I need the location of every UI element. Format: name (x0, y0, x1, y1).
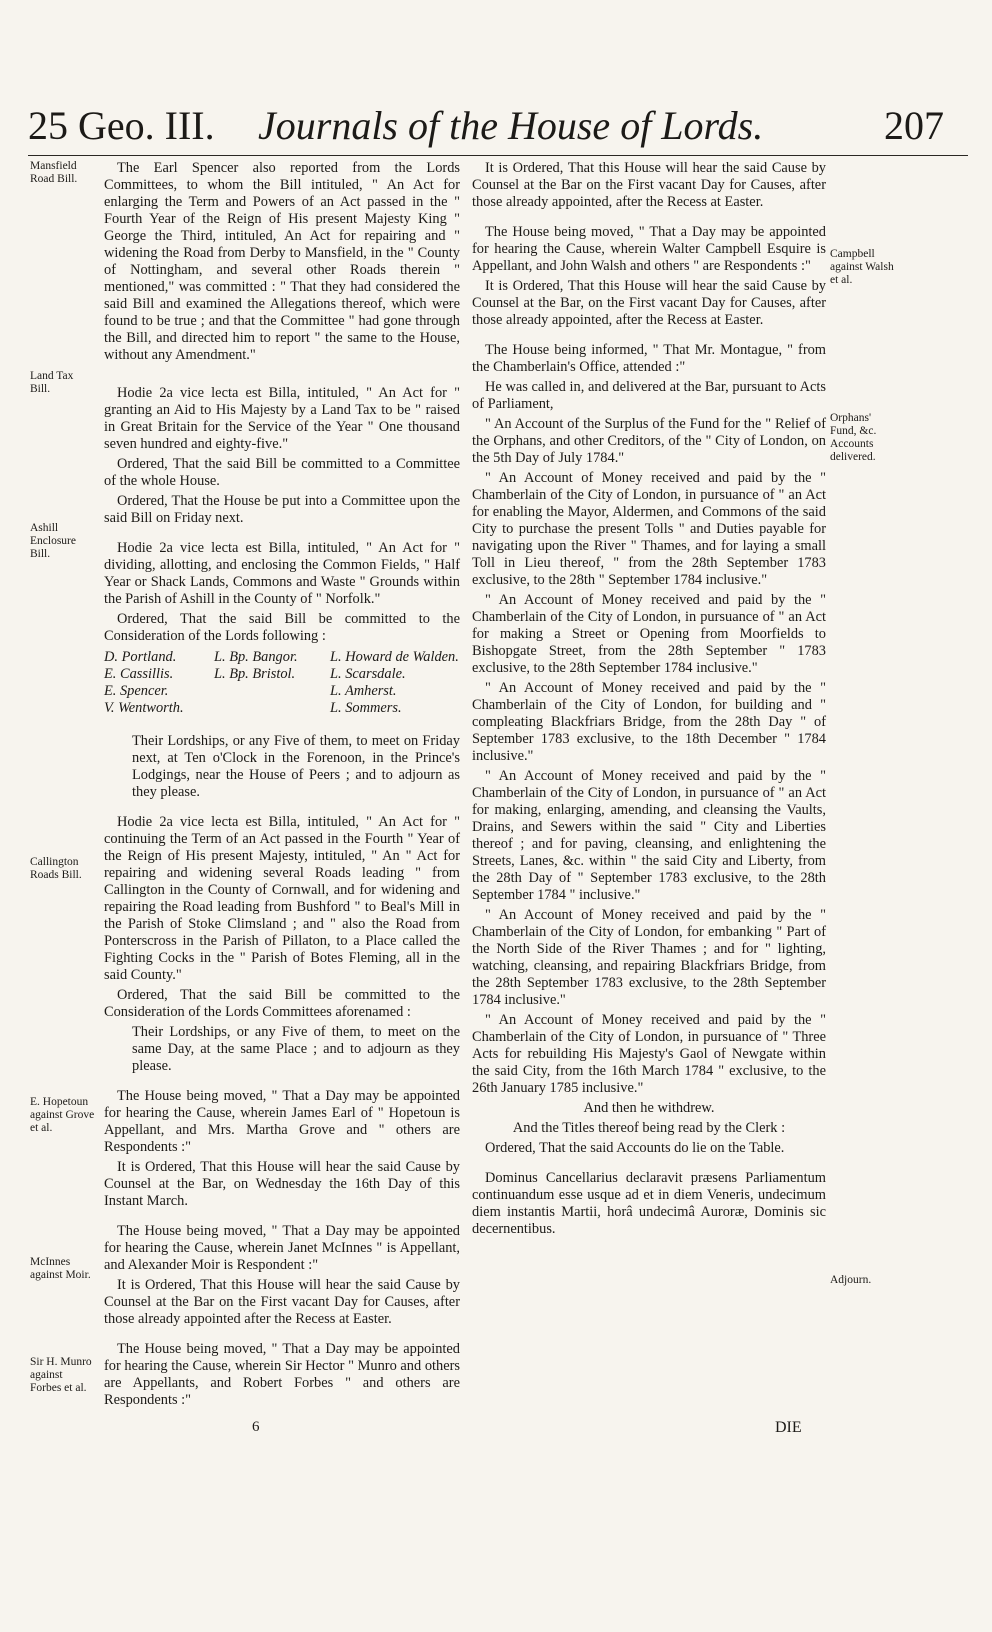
margin-note-orphans: Orphans' Fund, &c. Accounts delivered. (830, 412, 877, 463)
running-head-regnal-year: 25 Geo. III. (28, 103, 215, 148)
hopetoun-order: It is Ordered, That this House will hear the said Cause by Counsel at the Bar, on Wednesday the 16th Day of this Instant March. (104, 1159, 460, 1209)
margin-note-callington: Callington Roads Bill. (30, 856, 82, 881)
lord-name: E. Cassillis. (104, 666, 174, 682)
running-head-title: Journals of the House of Lords. (258, 103, 764, 148)
mcinnes-order: It is Ordered, That this House will hear the said Cause by Counsel at the Bar on the First vacant Day for Causes, after those already appointed after the Recess at Easter. (104, 1277, 460, 1327)
land-tax-committed: Ordered, That the said Bill be committed to a Committee of the whole House. (104, 456, 460, 489)
lord-name: E. Spencer. (104, 683, 169, 699)
right-column (472, 160, 826, 1241)
lords-column-2 (214, 649, 324, 683)
lord-name: L. Bp. Bangor. (214, 649, 298, 665)
lord-name: L. Sommers. (330, 700, 402, 716)
account-thames-tolls: " An Account of Money received and paid by the " Chamberlain of the City of London, in pursuance of " an Act for enabling the Mayor, Aldermen, and Commons of the said City to purchase the present Tolls " and Duties payable for navigating upon the River " Thames, and for laying a small Toll in Lieu thereof, " from the 28th September 1783 exclusive, to the 28th " September 1784 inclusive." (472, 470, 826, 588)
margin-note-adjourn: Adjourn. (830, 1274, 872, 1286)
margin-note-campbell: Campbell against Walsh et al. (830, 248, 894, 286)
adjournment-latin: Dominus Cancellarius declaravit præsens Parliamentum continuandum esse usque ad et in diem Veneris, undecimum diem instantis Martii, horâ undecimâ Auroræ, Dominis sic decernentibus. (472, 1170, 826, 1237)
ashill-second-reading: Hodie 2a vice lecta est Billa, intituled, " An Act for " dividing, allotting, and enclosing the Common Fields, " Half Year or Shack Lands, Commons and Waste " Grounds within the Parish of Ashill in the County of " Norfolk." (104, 540, 460, 607)
callington-meeting: Their Lordships, or any Five of them, to meet on the same Day, at the same Place ; and to adjourn as they please. (132, 1024, 460, 1074)
margin-note-mansfield: Mansfield Road Bill. (30, 160, 78, 185)
titles-read: And the Titles thereof being read by the Clerk : (512, 1120, 786, 1136)
callington-committed: Ordered, That the said Bill be committed to the Consideration of the Lords Committees aforenamed : (104, 987, 460, 1020)
lord-name: V. Wentworth. (104, 700, 184, 716)
ashill-meeting: Their Lordships, or any Five of them, to meet on Friday next, at Ten o'Clock in the Forenoon, in the Prince's Lodgings, near the House of Peers ; and to adjourn as they please. (132, 733, 460, 800)
lord-name: L. Howard de Walden. (330, 649, 459, 665)
mcinnes-motion: The House being moved, " That a Day may be appointed for hearing the Cause, wherein Janet McInnes " is Appellant, and Alexander Moir is Respondent :" (104, 1223, 460, 1273)
land-tax-committee-day: Ordered, That the House be put into a Committee upon the said Bill on Friday next. (104, 493, 460, 526)
margin-note-hopetoun: E. Hopetoun against Grove et al. (30, 1096, 95, 1134)
lord-name: D. Portland. (104, 649, 177, 665)
header-rule (28, 155, 968, 156)
page-number: 207 (884, 103, 944, 148)
ashill-committed: Ordered, That the said Bill be committed to the Consideration of the Lords following : (104, 611, 460, 644)
chamberlain-informed: The House being informed, " That Mr. Montague, " from the Chamberlain's Office, attended :" (472, 342, 826, 375)
committee-lords-list (104, 649, 460, 727)
account-vaults-drains: " An Account of Money received and paid by the " Chamberlain of the City of London, in pursuance of " an Act for making, enlarging, amending, and cleansing the Vaults, Drains, and Sewers within the said " City and Liberties thereof ; and for paving, cleansing, and enlightening the Streets, Lanes, &c. within " the said City and Liberty, from the 28th Day of " September 1783 exclusive, to the 28th September 1784 " inclusive." (472, 768, 826, 903)
hopetoun-motion: The House being moved, " That a Day may be appointed for hearing the Cause, wherein James Earl of " Hopetoun is Appellant, and Mrs. Martha Grove and " others are Respondents :" (104, 1088, 460, 1155)
margin-note-land-tax: Land Tax Bill. (30, 370, 74, 395)
margin-note-ashill: Ashill Enclosure Bill. (30, 522, 76, 560)
left-column (104, 160, 460, 1412)
mansfield-report: The Earl Spencer also reported from the Lords Committees, to whom the Bill intituled, " An Act for enlarging the Term and Powers of an Act passed in the " Fourth Year of the Reign of His present Majesty King " George the Third, intituled, An Act for repairing and " widening the Road from Derby to Mansfield, in the " County of Nottingham, and several other Roads therein " mentioned," was committed : " That they had considered the said Bill and examined the Allegations thereof, which were found to be true ; and that the Committee " had gone through the Bill, and directed him to report " the same to the House, without any Amendment." (104, 160, 460, 363)
accounts-lie-on-table: Ordered, That the said Accounts do lie on the Table. (485, 1140, 785, 1156)
withdrew: And then he withdrew. (583, 1100, 715, 1116)
account-blackfriars-bridge: " An Account of Money received and paid by the " Chamberlain of the City of London, for building and " compleating Blackfriars Bridge, from the 28th Day " of September 1783 exclusive, to the 18th December " 1784 inclusive." (472, 680, 826, 764)
signature-mark: 6 (252, 1419, 260, 1435)
lord-name: L. Scarsdale. (330, 666, 406, 682)
chamberlain-delivered: He was called in, and delivered at the Bar, pursuant to Acts of Parliament, (472, 379, 826, 412)
lord-name: L. Bp. Bristol. (214, 666, 296, 682)
land-tax-second-reading: Hodie 2a vice lecta est Billa, intituled, " An Act for " granting an Aid to His Majesty by a Land Tax to be " raised in Great Britain for the Service of the Year " One thousand seven hundred and eighty-five." (104, 385, 460, 452)
munro-order: It is Ordered, That this House will hear the said Cause by Counsel at the Bar on the First vacant Day for Causes, after those already appointed, after the Recess at Easter. (472, 160, 826, 210)
campbell-order: It is Ordered, That this House will hear the said Cause by Counsel at the Bar, on the First vacant Day for Causes, after those already appointed, after the Recess at Easter. (472, 278, 826, 328)
margin-note-munro: Sir H. Munro against Forbes et al. (30, 1356, 92, 1394)
munro-motion: The House being moved, " That a Day may be appointed for hearing the Cause, wherein Sir Hector " Munro and others are Appellants, and Robert Forbes " and others are Respondents :" (104, 1341, 460, 1408)
margin-note-mcinnes: McInnes against Moir. (30, 1256, 91, 1281)
account-thames-embanking: " An Account of Money received and paid by the " Chamberlain of the City of London, for embanking " Part of the North Side of the River Thames ; and for " lighting, watching, cleansing, and repairing Blackfriars Bridge, from the 28th September 1783 exclusive, to the 28th September 1784 inclusive." (472, 907, 826, 1008)
callington-second-reading: Hodie 2a vice lecta est Billa, intituled, " An Act for " continuing the Term of an Act passed in the Fourth " Year of the Reign of His present Majesty, intituled, " An " Act for repairing and widening several Roads leading " from Callington in the County of Cornwall, and for widening and repairing the Road leading from Bushford " to Beal's Mill in the Parish of Stoke Climsland ; and " also the Road from Ponterscross in the Parish of Pillaton, to a Place called the Fighting Cocks in the " Parish of Botes Fleming, all in the said County." (104, 814, 460, 983)
account-newgate-gaol: " An Account of Money received and paid by the " Chamberlain of the City of London, in pursuance of " Three Acts for rebuilding His Majesty's Gaol of Newgate within the said City, from the 16th March 1784 " exclusive, to the 26th January 1785 inclusive." (472, 1012, 826, 1096)
account-moorfields-street: " An Account of Money received and paid by the " Chamberlain of the City of London, in pursuance of " an Act for making a Street or Opening from Moorfields to Bishopgate Street, from the 28th September " 1783 exclusive, to the 28th September 1784 inclusive." (472, 592, 826, 676)
account-orphans-fund: " An Account of the Surplus of the Fund for the " Relief of the Orphans, and other Creditors, of the " City of London, on the 5th Day of July 1784." (472, 416, 826, 466)
lord-name: L. Amherst. (330, 683, 397, 699)
campbell-motion: The House being moved, " That a Day may be appointed for hearing the Cause, wherein Walter Campbell Esquire is Appellant, and John Walsh and others " are Respondents :" (472, 224, 826, 274)
lords-column-3 (330, 649, 460, 717)
catchword: DIE (775, 1419, 802, 1436)
lords-column-1 (104, 649, 210, 717)
